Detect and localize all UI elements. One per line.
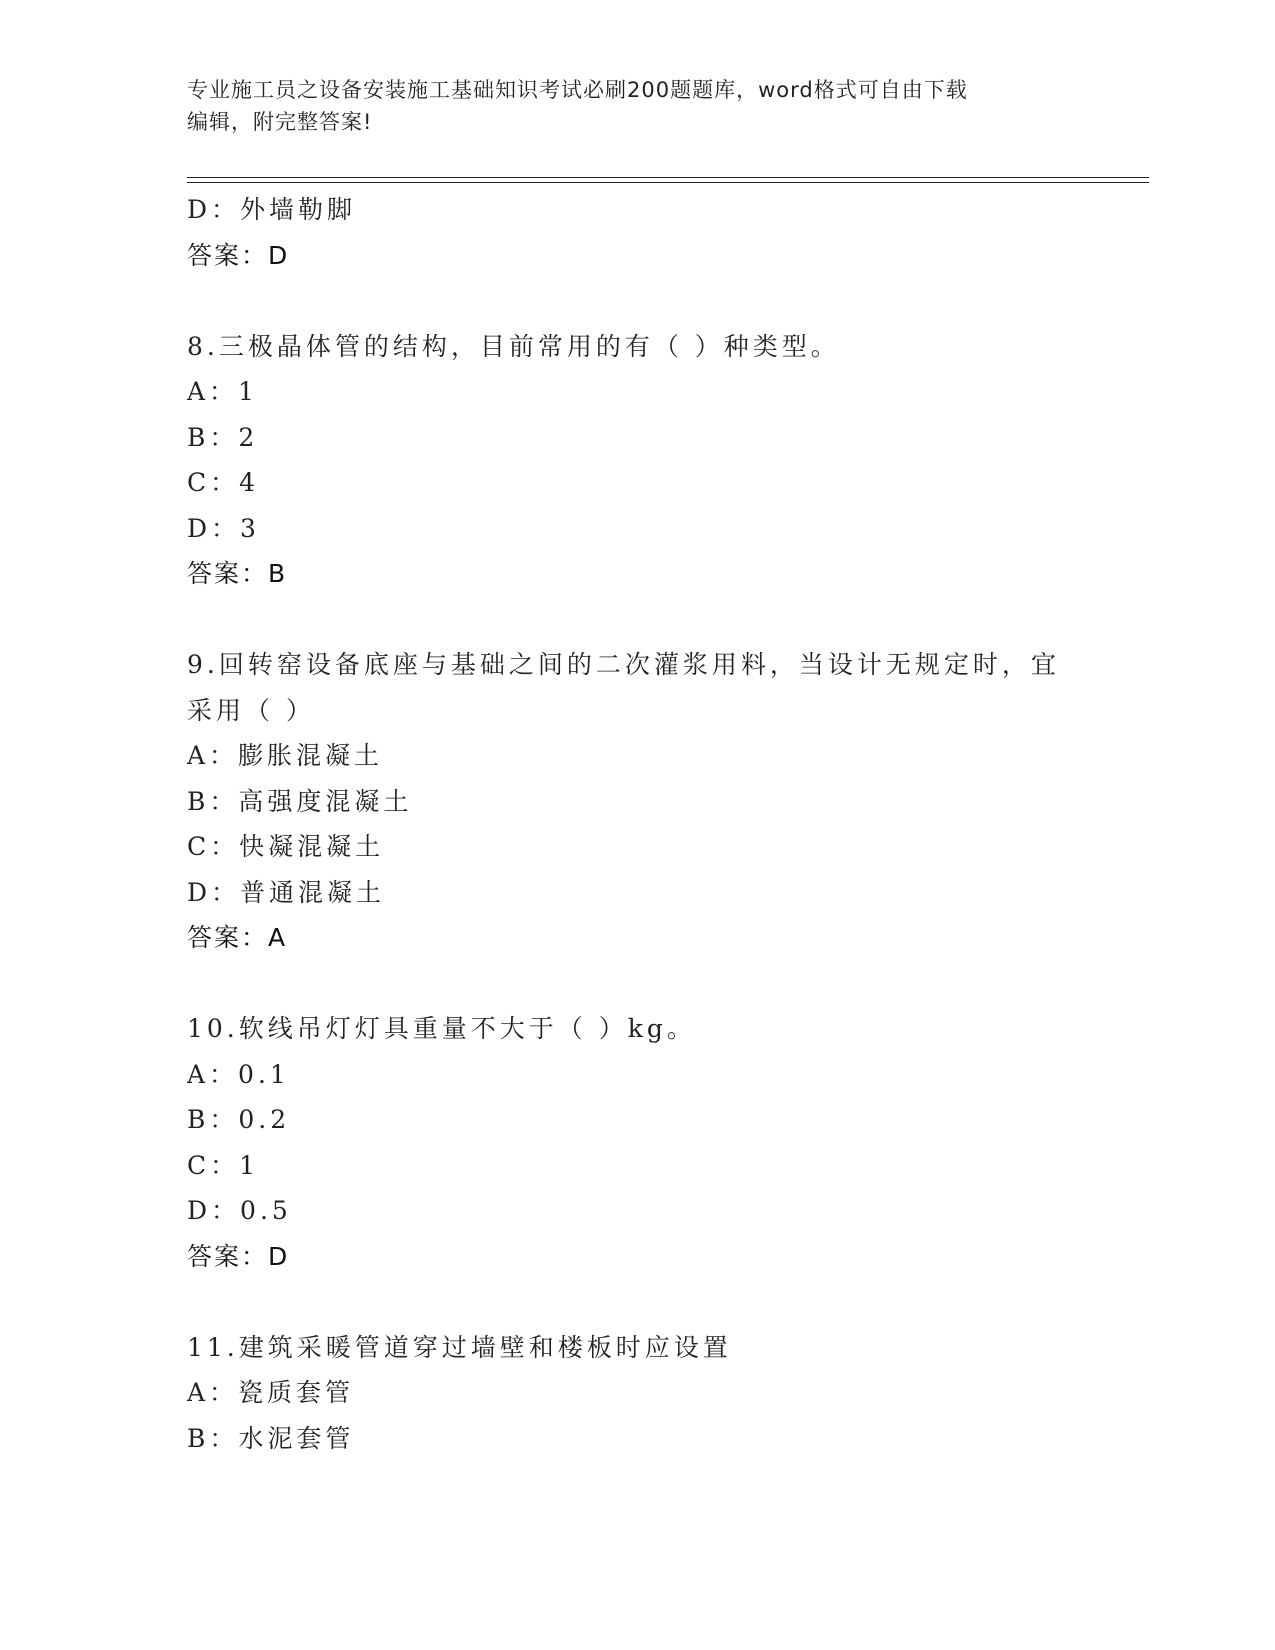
option-c: C：快凝混凝土 xyxy=(187,832,385,861)
spacer xyxy=(187,278,1147,324)
header-divider-bottom xyxy=(187,182,1149,183)
option-b: B：0.2 xyxy=(187,1105,291,1134)
option-b: B：水泥套管 xyxy=(187,1423,355,1453)
answer: 答案：A xyxy=(187,923,288,952)
question-8 xyxy=(187,324,1147,597)
question-stem: 11.建筑采暖管道穿过墙壁和楼板时应设置 xyxy=(187,1332,732,1362)
option-a: A：0.1 xyxy=(187,1059,290,1089)
spacer xyxy=(187,1279,1147,1325)
document-header xyxy=(187,74,1087,138)
header-line-1: 专业施工员之设备安装施工基础知识考试必刷200题题库，word格式可自由下载 xyxy=(187,78,968,102)
spacer xyxy=(187,597,1147,643)
header-line-2: 编辑，附完整答案! xyxy=(187,110,373,134)
option-a: A：瓷质套管 xyxy=(187,1378,355,1407)
option-b: B：高强度混凝土 xyxy=(187,786,413,816)
question-stem: 10.软线吊灯灯具重量不大于（ ）kg。 xyxy=(187,1014,696,1043)
question-stem: 8.三极晶体管的结构，目前常用的有（ ）种类型。 xyxy=(187,331,840,361)
option-c: C：1 xyxy=(187,1150,260,1180)
spacer xyxy=(187,961,1147,1007)
answer: 答案：D xyxy=(187,1241,290,1271)
q7-option-d: D：外墙勒脚 xyxy=(187,195,357,224)
document-body xyxy=(187,187,1147,1461)
question-10 xyxy=(187,1006,1147,1279)
question-9 xyxy=(187,642,1147,961)
option-b: B：2 xyxy=(187,422,259,452)
option-d: D：0.5 xyxy=(187,1196,292,1225)
question-11 xyxy=(187,1325,1147,1462)
option-a: A：1 xyxy=(187,377,258,406)
option-a: A：膨胀混凝土 xyxy=(187,741,384,770)
option-d: D：3 xyxy=(187,513,260,543)
answer: 答案：B xyxy=(187,559,288,588)
q7-answer: 答案：D xyxy=(187,240,290,270)
option-d: D：普通混凝土 xyxy=(187,877,386,907)
question-stem: 9.回转窑设备底座与基础之间的二次灌浆用料，当设计无规定时，宜 xyxy=(187,650,1060,679)
question-stem-continued: 采用（ ） xyxy=(187,695,315,725)
header-divider-top xyxy=(187,177,1149,178)
option-c: C：4 xyxy=(187,468,260,497)
